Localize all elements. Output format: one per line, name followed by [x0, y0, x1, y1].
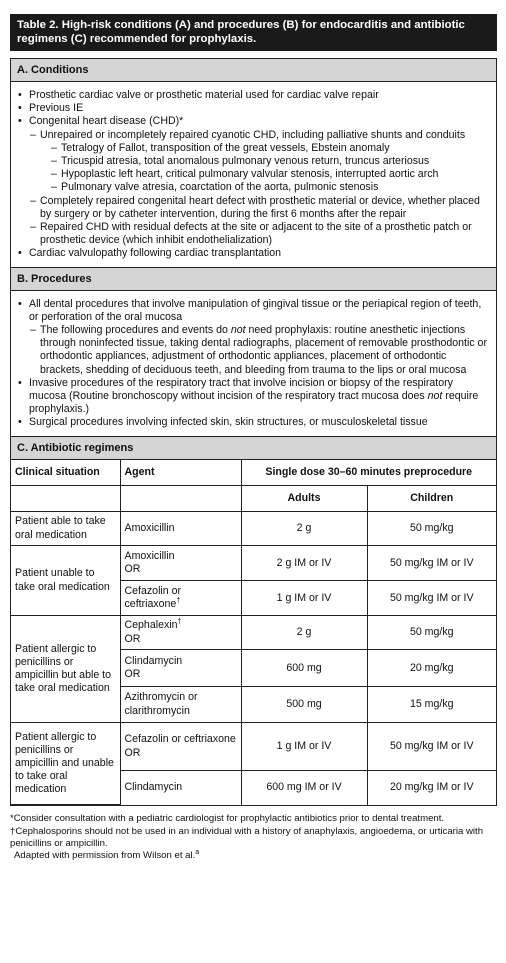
child-dose-cell: 15 mg/kg	[367, 687, 496, 723]
adult-dose-cell: 600 mg	[241, 650, 367, 687]
agent-name-line	[125, 619, 237, 632]
adult-dose-cell: 1 g IM or IV	[241, 581, 367, 616]
chd-label: Congenital heart disease (CHD)*	[29, 115, 184, 128]
table-row	[11, 546, 496, 581]
agent-name: Cefazolin or ceftriaxone	[124, 733, 236, 746]
footnote-dagger: †Cephalosporins should not be used in an individual with a history of anaphylaxis, angioedema, or urticaria with penicillins or ampicillin.	[10, 825, 484, 849]
table-row	[11, 616, 496, 650]
footnotes	[10, 813, 500, 863]
agent-or: OR	[124, 563, 141, 576]
chd-unrepaired	[30, 129, 488, 195]
respiratory-not: not	[427, 390, 443, 403]
table-subheader-row	[11, 486, 496, 512]
empty-cell	[11, 486, 120, 512]
child-dose-cell: 50 mg/kg IM or IV	[367, 546, 496, 581]
adult-dose-cell: 2 g	[241, 512, 367, 546]
table-frame	[10, 58, 497, 806]
respiratory-post: require prophylaxis.)	[29, 390, 479, 416]
reference-mark: a	[195, 849, 200, 857]
adult-dose-cell: 600 mg IM or IV	[241, 771, 367, 805]
procedure-dental-text: All dental procedures that involve manipulation of gingival tissue or the periapical region of teeth, or perforation of the oral mucosa	[29, 297, 482, 323]
antibiotic-regimen-table	[11, 460, 496, 806]
adult-dose-cell: 2 g	[241, 616, 367, 650]
agent-name: Cefazolin or ceftriaxone	[124, 584, 182, 611]
adapted-text: Adapted with permission from Wilson et al.	[14, 850, 196, 862]
situation-cell: Patient allergic to penicillins or ampicillin and unable to take oral medication	[11, 723, 120, 805]
section-a-heading: A. Conditions	[11, 59, 496, 82]
section-a-body	[11, 82, 496, 267]
agent-name: Cephalexin	[124, 619, 178, 632]
chd-subitem: – Tricuspid atresia, total anomalous pulmonary venous return, truncus arteriosus	[51, 155, 488, 168]
footnote-adapted	[10, 850, 500, 862]
table-header-row	[11, 460, 496, 486]
dagger-mark: †	[176, 597, 181, 605]
col-clinical-situation: Clinical situation	[11, 460, 120, 486]
agent-or: OR	[124, 746, 141, 759]
chd-repaired-6m: – Completely repaired congenital heart defect with prosthetic material or device, whether placed by surgery or by catheter intervention, during the first 6 months after the repair	[30, 195, 488, 221]
agent-cell	[120, 616, 241, 650]
table-row	[11, 512, 496, 546]
child-dose-cell: 50 mg/kg	[367, 512, 496, 546]
col-children: Children	[367, 486, 496, 512]
dental-exceptions-post: need prophylaxis: routine anesthetic injections through noninfected tissue, taking dental radiographs, placement of removable prosthodontic or orthodontic appliances, adjustment of orthodontic appliances, placement of orthodontic brackets, shedding of deciduous teeth, and bleeding from trauma to the lips or oral mucosa	[40, 324, 487, 376]
agent-or: OR	[124, 668, 141, 681]
situation-cell: Patient allergic to penicillins or ampicillin but able to take oral medication	[11, 616, 120, 723]
adult-dose-cell: 500 mg	[241, 687, 367, 723]
footnote-star: *Consider consultation with a pediatric cardiologist for prophylactic antibiotics prior to dental treatment.	[10, 813, 445, 825]
chd-subitem: – Tetralogy of Fallot, transposition of the great vessels, Ebstein anomaly	[51, 142, 488, 155]
section-b-heading: B. Procedures	[11, 267, 496, 291]
procedure-respiratory	[18, 377, 488, 417]
child-dose-cell: 50 mg/kg IM or IV	[367, 581, 496, 616]
child-dose-cell: 20 mg/kg IM or IV	[367, 771, 496, 805]
col-single-dose: Single dose 30–60 minutes preprocedure	[241, 460, 496, 486]
agent-cell	[120, 546, 241, 581]
procedure-dental	[18, 298, 488, 377]
procedure-dental-exceptions	[30, 324, 488, 377]
empty-cell	[120, 486, 241, 512]
table-title: Table 2. High-risk conditions (A) and procedures (B) for endocarditis and antibiotic regimens (C) recommended for prophylaxis.	[10, 14, 497, 51]
dental-exceptions-pre: The following procedures and events do	[40, 324, 231, 337]
condition-item: • Previous IE	[18, 102, 488, 115]
child-dose-cell: 20 mg/kg	[367, 650, 496, 687]
section-c-heading: C. Antibiotic regimens	[11, 436, 496, 460]
agent-or: OR	[124, 632, 141, 645]
condition-item-chd	[18, 115, 488, 247]
adult-dose-cell: 2 g IM or IV	[241, 546, 367, 581]
procedure-surgical: • Surgical procedures involving infected skin, skin structures, or musculoskeletal tissue	[18, 416, 488, 429]
chd-subitem: – Hypoplastic left heart, critical pulmonary valvular stenosis, interrupted aortic arch	[51, 168, 488, 181]
agent-cell: Clindamycin	[120, 771, 241, 805]
chd-unrepaired-text: Unrepaired or incompletely repaired cyanotic CHD, including palliative shunts and conduits	[40, 128, 466, 141]
agent-cell	[120, 723, 241, 771]
agent-cell	[120, 581, 241, 616]
respiratory-pre: Invasive procedures of the respiratory tract that involve incision or biopsy of the respiratory mucosa (Routine bronchoscopy without incision of the respiratory tract mucosa does	[29, 376, 453, 403]
agent-cell	[120, 650, 241, 687]
child-dose-cell: 50 mg/kg IM or IV	[367, 723, 496, 771]
section-b-body	[11, 291, 496, 436]
agent-cell: Amoxicillin	[120, 512, 241, 546]
page	[0, 14, 506, 963]
agent-cell: Azithromycin or clarithromycin	[120, 687, 241, 723]
chd-repaired-residual: – Repaired CHD with residual defects at the site or adjacent to the site of a prosthetic patch or prosthetic device (which inhibit endothelialization)	[30, 221, 488, 247]
col-adults: Adults	[241, 486, 367, 512]
adult-dose-cell: 1 g IM or IV	[241, 723, 367, 771]
condition-item: • Prosthetic cardiac valve or prosthetic material used for cardiac valve repair	[18, 89, 488, 102]
child-dose-cell: 50 mg/kg	[367, 616, 496, 650]
situation-cell: Patient unable to take oral medication	[11, 546, 120, 616]
situation-cell: Patient able to take oral medication	[11, 512, 120, 546]
dagger-mark: †	[177, 618, 182, 626]
table-row	[11, 723, 496, 771]
agent-name: Clindamycin	[124, 654, 183, 667]
condition-item: • Cardiac valvulopathy following cardiac transplantation	[18, 247, 488, 260]
dental-exceptions-not: not	[230, 324, 246, 337]
chd-subitem: – Pulmonary valve atresia, coarctation of the aorta, pulmonic stenosis	[51, 181, 488, 194]
col-agent: Agent	[120, 460, 241, 486]
agent-name: Amoxicillin	[124, 549, 175, 562]
